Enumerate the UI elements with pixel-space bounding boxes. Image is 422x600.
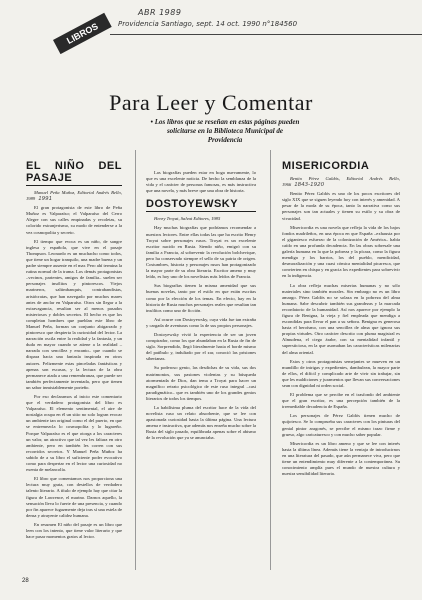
page-number: 28 [22, 578, 29, 584]
paragraph: La obra refleja muchas miserias humanas y no sólo materiales sino también morales. Sin embargo no es un libro amargo. Pérez Galdós no se solaza en la pobreza del alma humana. Sabe descubrir también sus grandezas y la marcada recordatorio de la humanidad. Así nos aparece por ejemplo la figura de Benigna, la vieja y fiel empleada que mendiga a escondidas para llevar el pan a su señora. Benigna es generosa hasta el heroísmo, con una sencillez de alma que ignora sus propias virtudes. Otro carácter descrito con pluma magistral es Almudena, el ciego árabe, con su mentalidad infantil y supersticiosa, en la que asomaban las características milenarias del alma oriental. [282, 282, 400, 355]
paragraph: Misericordia es un libro ameno y que se lee con interés hasta la última línea. Además tiene la ventaja de introducirnos en una literatura del pasado, que aún permanece viva, pero que tiene un entendimiento muy diferente a la contemporánea. Su conocimiento amplía pues el mundo de nuestra cultura y nuestra sensibilidad literaria. [282, 440, 400, 477]
review-credit: Henry Troyat, Salvat Editores, 1985 [154, 216, 221, 222]
paragraph: La habilísima pluma del escritor hace de la vida del novelista ruso un relato absorbente, que se lee con apasionada curiosidad hasta la última página. Una lectura amena e instructiva, que además nos enseña mucho sobre la Rusia del siglo pasado, equilibrada apenas sobre el abismo de la revolución que ya se anunciaba. [146, 405, 256, 441]
paragraph: El tiempo que evoca es un niño, de sangre inglesa y española, que vive en el pasaje Thompson. Leonardo es un muchacho como todos, que tiene un hogar tranquilo, una madre buena y un padre siempre ausente en el mar. Pero ahí termina la rutina normal de la trama. Los demás protagonistas –vecinos, parientes, amigos de familia– suelen ser personajes insólitos y pintorescos. Viejos marineros, saltimbanquis, contrabandistas, aristócratas, que han navegado por muchos mares antes de anclar en Valparaíso. Otros sin llegar a la extravagancia, resultan ser al menos pasados misteriosos y dobles secretos. El hecho es que los completan hombres que pueblan este libro de Manuel Peña, forman un conjunto abigarrado y pintoresco que despierta la curiosidad del lector. La narración oscila entre la realidad y la fantasía, y un duda en mayor cuando se atiene a la realidad –narrada con sencillez y encanto– que cuando se dispara hacia una fantasía inspirada en otros autores. Felizmente estas pinceladas fantásticas y apenas son escasas, y la lectura de la obra permanece atada a una remembranza, que puede ser también perfectamente inventada, pero que tienen un sabor inmistablemente porteño. [26, 238, 122, 390]
handwritten-source-note: Providencia Santiago, sept. 14 oct. 1990 n°184560 [118, 20, 298, 28]
section-badge: LIBROS [53, 13, 112, 54]
paragraph: El gran protagonista de este libro de Peña Muñoz es Valparaíso; el Valparaíso del Cerro Alegre con sus calles empinadas y recoletas, su colorido extranjerismo, su modo de entenderse a la vez cosmopolita y secreto. [26, 205, 122, 235]
paragraph: El problema que se percibe en el trasfondo del ambiente que el gran escritor, es una percepción también de la irremediable decadencia de España. [282, 392, 400, 410]
review-title: DOSTOYEWSKY [146, 198, 256, 212]
review-credit: Manuel Peña Muñoz, Editorial Andrés Bello, 1989 1991 [26, 190, 122, 203]
header-rule [110, 34, 422, 35]
review-el-nino-del-pasaje [26, 160, 122, 543]
paragraph: Hay muchas biografías que podríamos recomendar a nuestros lectores. Entre ellas todas las que ha escrito Henry Troyat sobre personajes rusos. Troyat es un excelente escritor nacido en Rusia. Siendo niño, emigró con su familia a Francia, al sobrevenir la revolución bolchevique, pero ha conservado siempre el sello de su patria de origen. Costumbres, historia y personajes rusos han protagonizado la mayor parte de su obra literaria. Escritor ameno y muy leído, es hoy uno de los novelistas más leídos de Francia. [146, 225, 256, 280]
paragraph: Sus biografías tienen la misma amenidad que sus buenas novelas, tanto por el estilo en que están escritas como por la elección de los temas. En efecto, hay en la historia de Rusia muchos personajes reales que resultan tan insólitos como uno de ficción. [146, 283, 256, 313]
paragraph: Las biografías pueden estar en boga nuevamente, lo que es una excelente noticia. De hecho la semblanza de la vida y el carácter de personas famosas, es más instructiva que una novela, y más breve que una obra de historia. [146, 170, 256, 194]
page-title: Para Leer y Comentar [109, 90, 313, 115]
handwritten-year: 1843-1920 [294, 182, 325, 189]
column-divider-2 [270, 150, 271, 570]
paragraph: El libro que comentamos nos proporciona una lectura muy grata, con destellos de verdadero talento literario. A título de ejemplo hay que citar la figura de Lawrence, el marino. Darnos aquello, la sensación lleva lo fuerte de una presencia, y cuando por fin aparece fugazmente deja tras sí una estela de densa y atrayente calidez humana. [26, 476, 122, 518]
paragraph: Por eso declaramos al inicio este comentario que el verdadero protagonista del libro es Valparaíso. El elemento sentimental, el aire de nostalgia ocupa en él un sitio no solo logran evocar un ambiente tan original como el del puerto, en que se entremezcla lo cosmopolita y lo lugareño. Porque Valparaíso es el que otorga a los caracteres un valor, un atractivo que tal vez les faltara en otro ambiente, pero en también les corren con sus recorridos secretos. Y Manuel Peña Muñoz ha sabido de a su libro el suficiente poder evocativo como para despertar en el lector una curiosidad no exenta de melancolía. [26, 394, 122, 473]
paragraph: Dostoyewsky vivió la experiencia de ser un joven conspirador, como los que abundaban en la Rusia de fin de siglo. Sorprendido, llegó literalmente hasta el borde mismo del patíbulo y, indultado por el zar, conoció las prisiones siberianas. [146, 331, 256, 362]
column-divider-1 [135, 150, 136, 570]
page-subtitle: • Los libros que se reseñan en estas páginas pueden solicitarse en la Biblioteca Municipal de Providencia [150, 118, 300, 144]
paragraph: Benito Pérez Galdós es uno de los pocos escritores del siglo XIX que se siguen leyendo hoy con interés y amenidad. A pesar de la moda de su época, tanto la narrativa como sus personajes son tan actuales y tienen su estilo y su obra de vivacidad. [282, 191, 400, 221]
paragraph: Misericordia es una novela que refleja la vida de los bajos fondos madrileños, en una época en que España –exhausta por el gigantesco esfuerzo de la colonización de América– había caído en una profunda decadencia. En las obras sobresale una galería humana en la que la pobreza y la pícara, como la figura mendiga y los barrios, los del pueblo, mendicidad, desmoralización y una cuasi cómica mentalidad picaresca, que convierten en chispa y en gracia los expedientes para sobrevivir en la indigencia. [282, 224, 400, 279]
review-credit: Benito Pérez Galdós, Editorial Andrés Bello, 1966 1843-1920 [282, 176, 400, 189]
paragraph: Estos y otros protagonistas semejantes se mueven en un mundillo de intrigas y expedientes, dambulean, la mayor parte de ellos, el difícil y complicado arte de vivir sin trabajar, sin que les maldiciones y juramentos que llevan sus conversaciones sean con dignidad ni orden social. [282, 358, 400, 388]
paragraph: En resumen El niño del pasaje es un libro que leen con los intento, que tiene valor literario y que hace pasar momentos gratos al lector. [26, 521, 122, 540]
paragraph: Los personajes de Pérez Galdós tienen mucho de quijotesco. Se lo comprueba sus caracteres con los pinturas del genial pintor aragonés, se percibe el mismo trazo firme y grueso, algo caricaturesco y con mucho saber popular. [282, 413, 400, 437]
paragraph: Así ocurre con Dostoyewsky, cuya vida fue tan extraña y cargada de aventuras como la de sus propios personajes. [146, 316, 256, 328]
review-misericordia [282, 160, 400, 480]
handwritten-date-note: ABR 1989 [138, 8, 182, 17]
review-dostoyewsky [146, 170, 256, 445]
paragraph: Su poderoso genio, las desdichas de su vida, sus dos matrimonios, sus pasiones violentas y su búsqueda atormentada de Dios, dan tema a Troyat para hacer un magnífico retrato psicológico de este ruso integral –casi paradigmático– que es también uno de los grandes genios literarios de todos los tiempos. [146, 365, 256, 401]
review-title: MISERICORDIA [282, 160, 370, 172]
review-title: EL NIÑO DEL PASAJE [26, 160, 122, 184]
handwritten-year: 1991 [38, 196, 53, 203]
